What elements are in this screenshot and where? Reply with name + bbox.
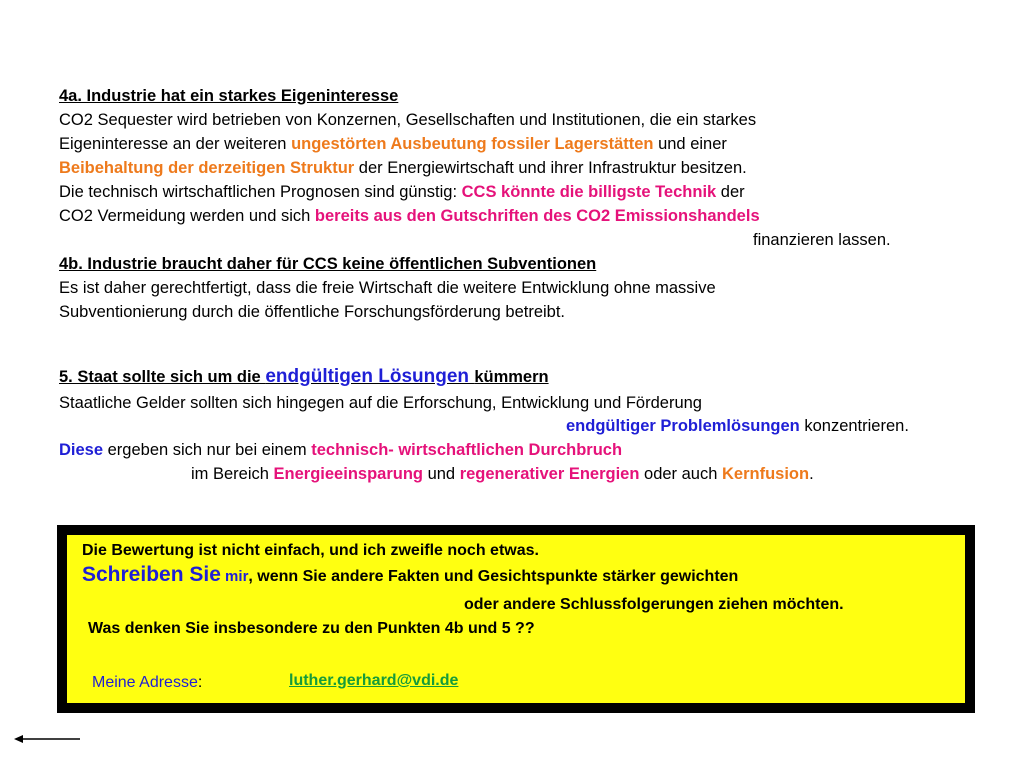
heading-4b: 4b. Industrie braucht daher für CCS keine öffentlichen Subventionen	[59, 255, 597, 273]
text-segment: und einer	[653, 135, 727, 153]
text-segment: Eigeninteresse an der weiteren	[59, 135, 292, 153]
highlight-energieeinsparung: Energieeinsparung	[273, 465, 423, 483]
text-4a-line3	[59, 158, 747, 178]
box-line1: Die Bewertung ist nicht einfach, und ich zweifle noch etwas.	[82, 542, 539, 559]
text-4b-line1: Es ist daher gerechtfertigt, dass die freie Wirtschaft die weitere Entwicklung ohne massive	[59, 279, 716, 297]
contact-box	[57, 525, 975, 713]
text-4a-line4	[59, 182, 745, 202]
text-segment: kümmern	[474, 368, 549, 386]
box-line4: Was denken Sie insbesondere zu den Punkten 4b und 5 ??	[88, 620, 535, 637]
text-5-line1: Staatliche Gelder sollten sich hingegen auf die Erforschung, Entwicklung und Förderung	[59, 394, 702, 412]
text-segment: und	[422, 465, 460, 483]
highlight-regenerative-energien: regenerativer Energien	[459, 465, 640, 483]
highlight-ccs: CCS könnte die billigste Technik	[461, 183, 717, 201]
highlight-gutschriften: bereits aus den Gutschriften des CO2 Emissionshandels	[314, 207, 760, 225]
text-segment: .	[809, 465, 814, 483]
text-5-line2	[566, 416, 909, 436]
text-4b-line2: Subventionierung durch die öffentliche Forschungsförderung betreibt.	[59, 303, 566, 321]
box-line2	[82, 565, 738, 587]
highlight-ausbeutung: ungestörten Ausbeutung fossiler Lagerstätten	[291, 135, 654, 153]
box-line3: oder andere Schlussfolgerungen ziehen möchten.	[464, 596, 844, 613]
highlight-endgueltige-loesungen: endgültigen Lösungen	[265, 366, 475, 387]
text-5-line3	[59, 440, 622, 460]
highlight-schreiben-sie: Schreiben Sie	[82, 563, 221, 586]
text-4a-line5	[59, 206, 760, 226]
text-4a-line6: finanzieren lassen.	[753, 231, 891, 249]
highlight-kernfusion: Kernfusion	[722, 465, 810, 483]
text-segment: CO2 Vermeidung werden und sich	[59, 207, 315, 225]
text-segment: der Energiewirtschaft und ihrer Infrastruktur besitzen.	[354, 159, 747, 177]
text-5-line4	[191, 464, 814, 484]
text-segment: konzentrieren.	[799, 417, 909, 435]
heading-4a: 4a. Industrie hat ein starkes Eigeninteresse	[59, 87, 399, 105]
highlight-problemloesungen: endgültiger Problemlösungen	[566, 417, 800, 435]
text-segment: der	[716, 183, 745, 201]
address-colon: :	[197, 674, 203, 691]
highlight-durchbruch: technisch- wirtschaftlichen Durchbruch	[311, 441, 623, 459]
email-link[interactable]: luther.gerhard@vdi.de	[289, 672, 459, 689]
text-4a-line2	[59, 134, 727, 154]
highlight-mir: mir	[220, 568, 249, 585]
address-label	[92, 673, 202, 693]
address-label-text: Meine Adresse	[92, 674, 198, 691]
highlight-struktur: Beibehaltung der derzeitigen Struktur	[59, 159, 355, 177]
highlight-diese: Diese	[59, 441, 104, 459]
text-segment: im Bereich	[191, 465, 274, 483]
text-segment: , wenn Sie andere Fakten und Gesichtspunkte stärker gewichten	[248, 568, 739, 585]
text-segment: ergeben sich nur bei einem	[103, 441, 312, 459]
left-arrow-icon[interactable]	[14, 732, 82, 746]
text-segment: 5. Staat sollte sich um die	[59, 368, 266, 386]
text-4a-line1: CO2 Sequester wird betrieben von Konzernen, Gesellschaften und Institutionen, die ein starkes	[59, 111, 757, 129]
text-segment: Die technisch wirtschaftlichen Prognosen sind günstig:	[59, 183, 462, 201]
text-segment: oder auch	[639, 465, 722, 483]
heading-5	[59, 367, 549, 387]
